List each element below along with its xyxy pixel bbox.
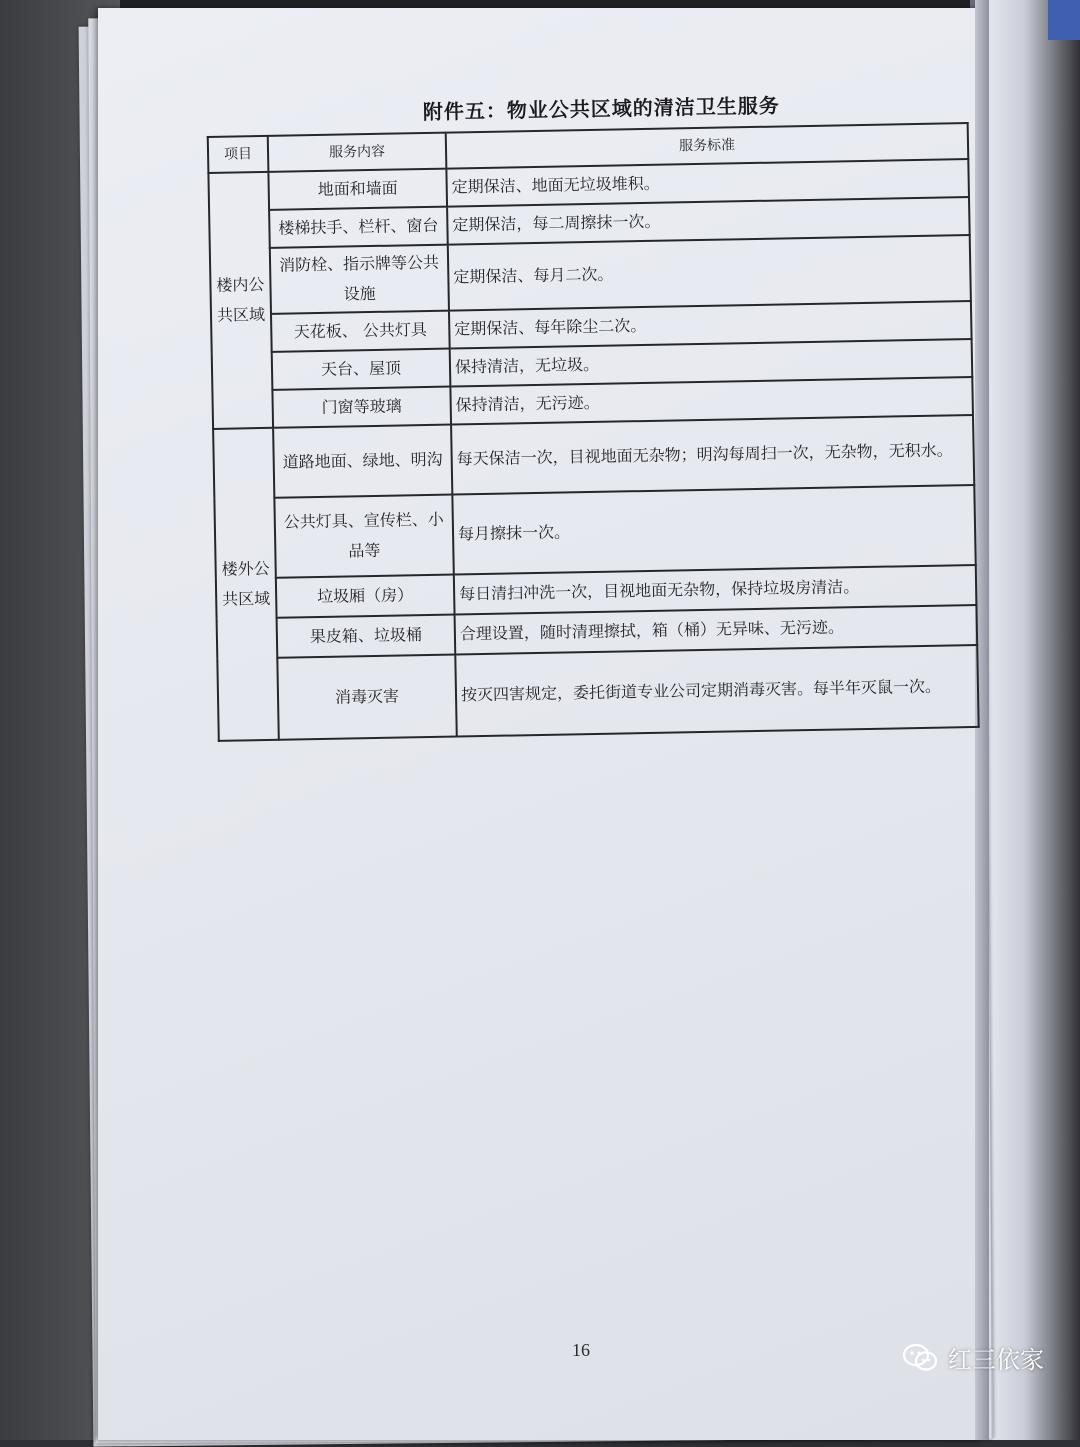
service-content-cell: 地面和墙面 <box>268 169 447 210</box>
service-standard-cell: 合理设置，随时清理擦拭，箱（桶）无异味、无污迹。 <box>455 605 978 655</box>
service-content-cell: 天花板、 公共灯具 <box>271 311 450 352</box>
service-content-cell: 消防栓、指示牌等公共设施 <box>270 245 449 314</box>
service-content-cell: 消毒灭害 <box>277 655 456 740</box>
service-content-cell: 门窗等玻璃 <box>272 387 451 428</box>
service-standard-cell: 每日清扫冲洗一次，目视地面无杂物，保持垃圾房清洁。 <box>454 565 977 615</box>
area-cell: 楼内公共区域 <box>208 172 273 429</box>
area-cell: 楼外公共区域 <box>213 428 279 741</box>
service-standard-cell: 保持清洁，无污迹。 <box>450 377 973 425</box>
service-standard-cell: 每月擦抹一次。 <box>452 485 975 575</box>
service-standard-cell: 按灭四害规定，委托街道专业公司定期消毒灭害。每半年灭鼠一次。 <box>455 645 978 737</box>
watermark <box>902 1340 1044 1375</box>
service-standard-cell: 定期保洁、每年除尘二次。 <box>449 301 972 349</box>
service-content-cell: 垃圾厢（房） <box>276 575 455 618</box>
service-content-cell: 天台、屋顶 <box>272 349 451 390</box>
header-item: 项目 <box>208 136 269 173</box>
wechat-icon <box>902 1342 940 1374</box>
table-row <box>214 485 975 579</box>
service-content-cell: 果皮箱、垃圾桶 <box>277 615 456 658</box>
page-number: 16 <box>572 1340 590 1360</box>
service-content-cell: 楼梯扶手、栏杆、窗台 <box>269 207 448 248</box>
service-standard-cell: 定期保洁、地面无垃圾堆积。 <box>446 159 969 207</box>
document-title: 附件五：物业公共区域的清洁卫生服务 <box>422 93 780 125</box>
adjacent-blue-corner <box>1048 0 1080 40</box>
table-row <box>217 645 978 741</box>
service-content-cell: 道路地面、绿地、明沟 <box>273 425 452 498</box>
service-table <box>207 122 980 742</box>
watermark-text: 红三依家 <box>948 1346 1044 1374</box>
service-content-cell: 公共灯具、宣传栏、小品等 <box>274 495 453 578</box>
document-content <box>206 82 978 742</box>
service-standard-cell: 定期保洁、每月二次。 <box>448 235 971 311</box>
adjacent-page <box>988 0 1080 1440</box>
service-standard-cell: 每天保洁一次，目视地面无杂物；明沟每周扫一次，无杂物，无积水。 <box>451 415 974 495</box>
header-standard: 服务标准 <box>446 123 969 169</box>
header-content: 服务内容 <box>268 133 447 172</box>
service-standard-cell: 定期保洁，每二周擦抹一次。 <box>447 197 970 245</box>
service-standard-cell: 保持清洁，无垃圾。 <box>450 339 973 387</box>
